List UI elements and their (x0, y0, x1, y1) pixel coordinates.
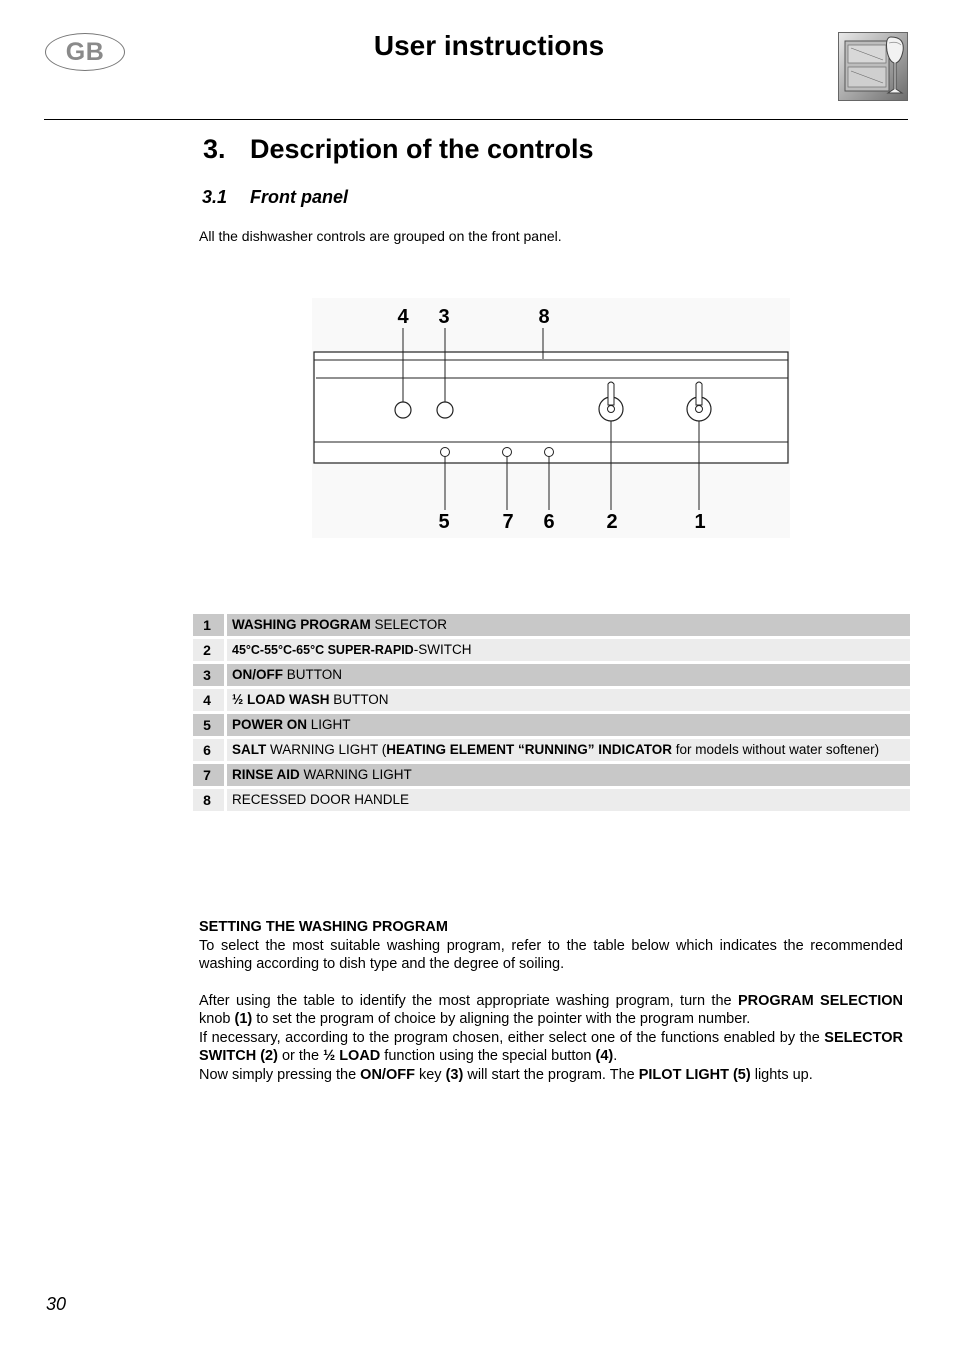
setting-paragraph-2: After using the table to identify the most appropriate washing program, turn the PROGRAM SELECTION knob (1) to set the program of choice by aligning the pointer with the program number. (199, 992, 903, 1027)
callout-label: 7 (502, 511, 514, 533)
row-description: RECESSED DOOR HANDLE (227, 789, 910, 811)
table-row (193, 689, 910, 711)
subsection-heading (202, 187, 348, 208)
row-number: 1 (193, 614, 224, 636)
callout-label: 6 (543, 511, 555, 533)
language-badge: GB (45, 33, 125, 71)
table-row (193, 714, 910, 736)
setting-paragraph-1: To select the most suitable washing program, refer to the table below which indicates the recommended washing according to dish type and the degree of soiling. (199, 937, 903, 972)
row-number: 3 (193, 664, 224, 686)
row-description: WASHING PROGRAM SELECTOR (227, 614, 910, 636)
table-row (193, 739, 910, 761)
intro-paragraph: All the dishwasher controls are grouped on the front panel. (199, 228, 562, 244)
table-row (193, 789, 910, 811)
table-row (193, 764, 910, 786)
row-number: 4 (193, 689, 224, 711)
power-on-light-shape (441, 448, 450, 457)
table-row (193, 614, 910, 636)
section-title: Description of the controls (250, 134, 594, 164)
table-row (193, 664, 910, 686)
page-header-title: User instructions (373, 30, 605, 61)
subsection-title: Front panel (250, 187, 348, 207)
row-description: ON/OFF BUTTON (227, 664, 910, 686)
section-heading (203, 134, 594, 165)
row-number: 7 (193, 764, 224, 786)
rinse-aid-light-shape (503, 448, 512, 457)
callout-label: 5 (438, 511, 450, 533)
section-number: 3. (203, 134, 226, 164)
setting-program-section (199, 918, 903, 1084)
salt-light-shape (545, 448, 554, 457)
page-number: 30 (46, 1294, 67, 1314)
dishwasher-logo-icon (838, 32, 908, 101)
table-row (193, 639, 910, 661)
row-description: ½ LOAD WASH BUTTON (227, 689, 910, 711)
callout-label: 8 (538, 306, 550, 328)
controls-legend-table (193, 611, 910, 814)
front-panel-diagram (312, 298, 790, 538)
on-off-button-shape (437, 402, 453, 418)
header-divider (44, 119, 908, 120)
callout-label: 1 (694, 511, 706, 533)
setting-paragraph-4: Now simply pressing the ON/OFF key (3) will start the program. The PILOT LIGHT (5) lights up. (199, 1066, 813, 1083)
row-number: 5 (193, 714, 224, 736)
row-number: 2 (193, 639, 224, 661)
row-description: SALT WARNING LIGHT (HEATING ELEMENT “RUNNING” INDICATOR for models without water softener) (227, 739, 910, 761)
row-description: 45°C-55°C-65°C SUPER-RAPID-SWITCH (227, 639, 910, 661)
row-number: 6 (193, 739, 224, 761)
callout-label: 2 (606, 511, 618, 533)
row-description: POWER ON LIGHT (227, 714, 910, 736)
subsection-number: 3.1 (202, 187, 228, 207)
row-description: RINSE AID WARNING LIGHT (227, 764, 910, 786)
setting-heading: SETTING THE WASHING PROGRAM (199, 919, 448, 935)
half-load-button-shape (395, 402, 411, 418)
callout-label: 4 (397, 306, 409, 328)
setting-paragraph-3: If necessary, according to the program chosen, either select one of the functions enabled by the SELECTOR SWITCH (2) or the ½ LOAD function using the special button (4). (199, 1029, 903, 1064)
callout-label: 3 (438, 306, 450, 328)
row-number: 8 (193, 789, 224, 811)
